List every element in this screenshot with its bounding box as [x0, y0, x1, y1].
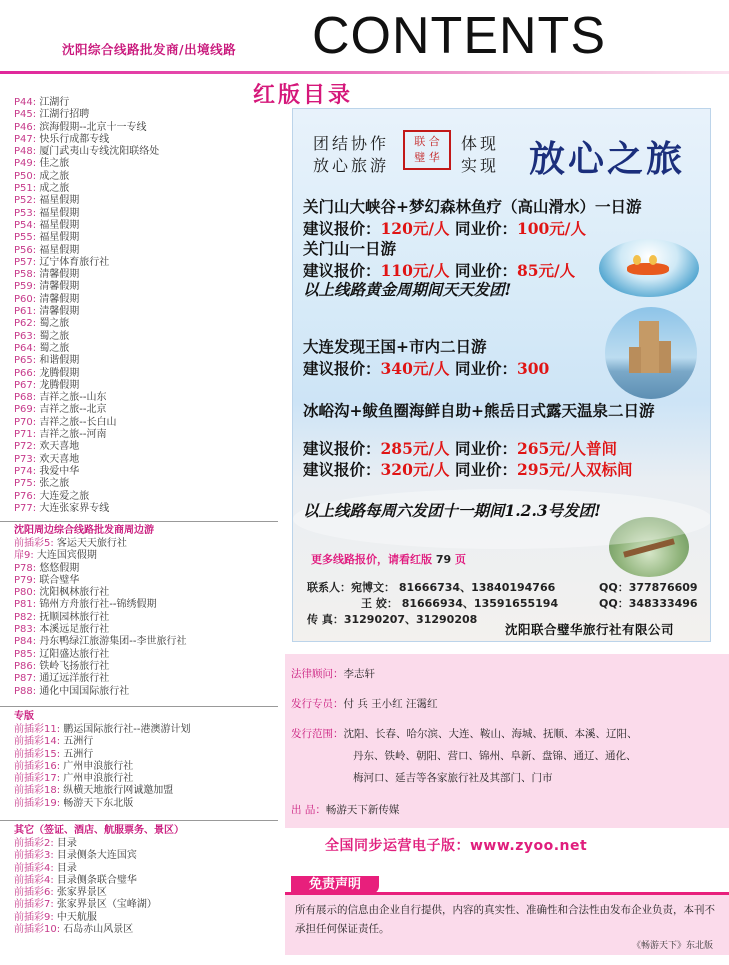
toc-entry — [14, 538, 284, 550]
toc-name: 和谐假期 — [39, 355, 80, 367]
toc-page: P57: — [14, 256, 37, 268]
price-label: 建议报价： — [303, 261, 381, 280]
publisher-value: 畅游天下新传媒 — [325, 804, 400, 816]
toc-entry — [14, 575, 284, 587]
toc-name: 辽宁体育旅行社 — [39, 256, 110, 268]
price-label: 同业价： — [449, 219, 517, 238]
contact-row — [307, 579, 555, 595]
toc-name: 五洲行 — [63, 748, 94, 760]
toc-name: 福星假期 — [39, 244, 80, 256]
toc-entry — [14, 158, 284, 170]
toc-page: P80: — [14, 587, 37, 599]
magazine-name: 《畅游天下》东北版 — [631, 941, 713, 951]
price-line — [303, 217, 586, 239]
toc-name: 福星假期 — [39, 232, 80, 244]
toc-entry — [14, 899, 284, 911]
toc-periphery-title: 沈阳周边综合线路批发商周边游 — [14, 525, 154, 536]
toc-name: 清馨假期 — [39, 293, 80, 305]
toc-special — [14, 710, 284, 810]
toc-page: P68: — [14, 392, 37, 404]
brand-logo: 放心之旅 — [529, 139, 686, 180]
toc-entry — [14, 785, 284, 797]
toc-entry — [14, 146, 284, 158]
toc-page: 前插彩3: — [14, 850, 54, 862]
toc-page: P62: — [14, 318, 37, 330]
price-value: 100元/人 — [516, 219, 586, 238]
toc-page: 前插彩19: — [14, 797, 61, 809]
toc-entry — [14, 550, 284, 562]
toc-name: 辽阳盛达旅行社 — [39, 648, 110, 660]
toc-entry — [14, 257, 284, 269]
toc-periphery — [14, 524, 284, 698]
toc-name: 福星假期 — [39, 195, 80, 207]
toc-page: P52: — [14, 195, 37, 207]
toc-entry — [14, 269, 284, 281]
toc-entry — [14, 97, 284, 109]
toc-page: P58: — [14, 269, 37, 281]
toc-page: 前插彩5: — [14, 538, 54, 549]
toc-special-list — [14, 724, 284, 810]
section-title: 红版目录 — [253, 83, 354, 108]
range-value: 梅河口、延吉等各家旅行社及其部门、门市 — [353, 772, 553, 784]
seal-text: 璧 华 — [414, 151, 440, 164]
toc-page: P60: — [14, 293, 37, 305]
publisher-label: 出 品： — [291, 804, 326, 816]
toc-name: 成之旅 — [39, 183, 70, 195]
toc-page: P85: — [14, 648, 37, 660]
toc-entry — [14, 331, 284, 343]
toc-entry — [14, 491, 284, 503]
toc-name: 大连爱之旅 — [39, 490, 90, 502]
price-value: 320元/人 — [380, 460, 450, 479]
divider — [0, 521, 278, 522]
toc-name: 清馨假期 — [39, 306, 80, 318]
toc-name: 客运天天旅行社 — [56, 538, 127, 549]
toc-entry — [14, 503, 284, 515]
toc-page: P63: — [14, 330, 37, 342]
toc-page: P88: — [14, 685, 37, 697]
toc-page: 前插彩4: — [14, 874, 54, 886]
toc-name: 佳之旅 — [39, 158, 70, 170]
header-divider — [0, 71, 729, 74]
toc-page: P65: — [14, 355, 37, 367]
toc-other — [14, 824, 284, 936]
toc-name: 张家界景区 — [56, 887, 107, 899]
toc-name: 快乐行成都专线 — [39, 133, 110, 145]
toc-name: 我爱中华 — [39, 465, 80, 477]
toc-name: 大连张家界专线 — [39, 502, 110, 514]
price-label: 建议报价： — [303, 439, 381, 458]
toc-name: 广州申浪旅行社 — [63, 760, 134, 772]
price-line — [303, 357, 549, 379]
toc-page: P76: — [14, 490, 37, 502]
publisher-row — [291, 802, 399, 817]
toc-name: 吉祥之旅--北京 — [39, 404, 107, 416]
toc-entry — [14, 850, 284, 862]
toc-periphery-list — [14, 538, 284, 698]
disclaimer-box — [285, 895, 729, 955]
toc-page: P53: — [14, 207, 37, 219]
divider — [0, 820, 278, 821]
toc-page: 扉9: — [14, 550, 34, 562]
toc-other-list — [14, 838, 284, 936]
toc-entry — [14, 563, 284, 575]
contact-qq: QQ：377876609 — [599, 581, 698, 594]
toc-name: 目录侧条大连国宾 — [56, 850, 137, 862]
toc-page: P66: — [14, 367, 37, 379]
toc-page: P82: — [14, 611, 37, 623]
toc-entry — [14, 109, 284, 121]
toc-page: P56: — [14, 244, 37, 256]
toc-page: P49: — [14, 158, 37, 170]
toc-page: P79: — [14, 574, 37, 586]
toc-name: 蜀之旅 — [39, 342, 70, 354]
more-text: 更多线路报价，请看红版 — [311, 553, 432, 566]
toc-special-title: 专版 — [14, 711, 34, 722]
toc-name: 沈阳枫林旅行社 — [39, 587, 110, 599]
price-label: 同业价： — [449, 261, 517, 280]
toc-entry — [14, 599, 284, 611]
toc-page: 前插彩11: — [14, 724, 61, 735]
toc-name: 纵横天地旅行网诚邀加盟 — [63, 785, 174, 797]
toc-name: 石岛赤山风景区 — [63, 924, 134, 936]
toc-entry — [14, 355, 284, 367]
toc-entry — [14, 749, 284, 761]
toc-entry — [14, 306, 284, 318]
toc-name: 江湖行 — [39, 97, 70, 108]
toc-entry — [14, 466, 284, 478]
range-row — [353, 770, 553, 785]
toc-page: 前插彩17: — [14, 773, 61, 785]
toc-page: 前插彩15: — [14, 748, 61, 760]
toc-page: 前插彩2: — [14, 838, 54, 849]
toc-other-title: 其它（签证、酒店、航服票务、景区） — [14, 825, 184, 836]
toc-entry — [14, 924, 284, 936]
toc-entry — [14, 673, 284, 685]
toc-page: P47: — [14, 133, 37, 145]
toc-entry — [14, 368, 284, 380]
toc-name: 蜀之旅 — [39, 330, 70, 342]
toc-entry — [14, 183, 284, 195]
toc-name: 吉祥之旅--河南 — [39, 429, 107, 441]
slogan-text: 体现 — [461, 134, 500, 153]
toc-name: 滨海假期--北京十一专线 — [39, 121, 147, 133]
staff-label: 发行专员： — [291, 698, 344, 710]
toc-page: P78: — [14, 562, 37, 574]
toc-name: 蜀之旅 — [39, 318, 70, 330]
toc-name: 龙腾假期 — [39, 379, 80, 391]
toc-page: P67: — [14, 379, 37, 391]
toc-name: 广州申浪旅行社 — [63, 773, 134, 785]
toc-page: P61: — [14, 306, 37, 318]
divider — [0, 706, 278, 707]
toc-name: 中天航服 — [56, 911, 97, 923]
toc-page: P77: — [14, 502, 37, 514]
rafting-photo — [599, 239, 699, 297]
price-label: 建议报价： — [303, 359, 381, 378]
toc-name: 通辽远洋旅行社 — [39, 673, 110, 685]
toc-name: 目录 — [56, 838, 77, 849]
toc-entry — [14, 318, 284, 330]
toc-entry — [14, 294, 284, 306]
toc-page: 前插彩4: — [14, 862, 54, 874]
seal-logo — [403, 130, 451, 170]
toc-page: P75: — [14, 478, 37, 490]
toc-page: P44: — [14, 97, 37, 108]
disclaimer-text: 所有展示的信息由企业自行提供，内容的真实性、准确性和合法性由发布企业负责，本刊不承担任何保证责任。 — [295, 904, 715, 935]
toc-page: 前插彩16: — [14, 760, 61, 772]
toc-entry — [14, 134, 284, 146]
price-value: 265元/人普间 — [516, 439, 617, 458]
toc-page: 前插彩18: — [14, 785, 61, 797]
price-label: 同业价： — [449, 460, 517, 479]
price-value: 120元/人 — [380, 219, 450, 238]
toc-page: P54: — [14, 219, 37, 231]
contact-phone: 81666934、13591655194 — [401, 597, 559, 610]
contact-name: 宛博文： — [351, 581, 395, 594]
more-suffix: 页 — [455, 553, 466, 566]
toc-name: 吉祥之旅--山东 — [39, 392, 107, 404]
castle-photo — [605, 307, 697, 399]
toc-page: P55: — [14, 232, 37, 244]
price-label: 建议报价： — [303, 460, 381, 479]
toc-entry — [14, 798, 284, 810]
contact-row — [361, 595, 558, 611]
toc-entry — [14, 392, 284, 404]
toc-name: 畅游天下东北版 — [63, 797, 134, 809]
toc-name: 福星假期 — [39, 219, 80, 231]
toc-name: 锦州方舟旅行社--锦绣假期 — [39, 599, 157, 611]
toc-name: 福星假期 — [39, 207, 80, 219]
toc-entry — [14, 736, 284, 748]
page-title: CONTENTS — [312, 7, 606, 65]
toc-page: P71: — [14, 429, 37, 441]
toc-page: P81: — [14, 599, 37, 611]
toc-page: P84: — [14, 636, 37, 648]
toc-name: 抚顺园林旅行社 — [39, 611, 110, 623]
toc-page: 前插彩6: — [14, 887, 54, 899]
toc-page: P74: — [14, 465, 37, 477]
contact-phone: 81666734、13840194766 — [398, 581, 556, 594]
price-line — [303, 437, 617, 459]
toc-page: P87: — [14, 673, 37, 685]
toc-entry — [14, 624, 284, 636]
toc-main-list — [14, 97, 284, 515]
toc-name: 龙腾假期 — [39, 367, 80, 379]
disclaimer-title: 免责声明 — [291, 876, 379, 894]
legal-row — [291, 666, 375, 681]
toc-page: P59: — [14, 281, 37, 293]
toc-page: P86: — [14, 660, 37, 672]
toc-page: P83: — [14, 624, 37, 636]
toc-name: 清馨假期 — [39, 281, 80, 293]
toc-name: 张之旅 — [39, 478, 70, 490]
price-label: 同业价： — [449, 359, 517, 378]
contact-name: 王 姣： — [361, 597, 398, 610]
slogan-text: 实现 — [461, 156, 500, 175]
toc-entry — [14, 912, 284, 924]
toc-entry — [14, 875, 284, 887]
toc-name: 目录侧条联合璧华 — [56, 874, 137, 886]
toc-name: 厦门武夷山专线沈阳联络处 — [39, 146, 160, 158]
legal-label: 法律顾问： — [291, 668, 344, 680]
toc-entry — [14, 220, 284, 232]
toc-page: 前插彩7: — [14, 899, 54, 911]
toc-page: P64: — [14, 342, 37, 354]
toc-name: 欢天喜地 — [39, 453, 80, 465]
staff-value: 付 兵 王小红 汪霭红 — [343, 698, 438, 710]
price-value: 300 — [516, 359, 550, 378]
toc-entry — [14, 478, 284, 490]
toc-name: 鹏运国际旅行社--港澳游计划 — [63, 724, 191, 735]
company-name: 沈阳联合璧华旅行社有限公司 — [505, 622, 675, 637]
toc-name: 大连国宾假期 — [36, 550, 97, 562]
toc-entry — [14, 838, 284, 850]
toc-entry — [14, 649, 284, 661]
toc-entry — [14, 773, 284, 785]
toc-entry — [14, 245, 284, 257]
toc-page: 前插彩10: — [14, 924, 61, 936]
toc-name: 五洲行 — [63, 736, 94, 748]
price-value: 110元/人 — [380, 261, 450, 280]
toc-page: P72: — [14, 441, 37, 453]
route-title: 关门山大峡谷+梦幻森林鱼疗（高山滑水）一日游 — [303, 197, 642, 216]
route-title: 关门山一日游 — [303, 239, 397, 258]
toc-entry — [14, 636, 284, 648]
toc-page: P51: — [14, 183, 37, 195]
price-value: 85元/人 — [516, 261, 576, 280]
contact-label: 联系人： — [307, 581, 351, 594]
publication-info — [285, 654, 729, 828]
toc-name: 联合璧华 — [39, 574, 80, 586]
toc-entry — [14, 417, 284, 429]
toc-entry — [14, 863, 284, 875]
toc-entry — [14, 686, 284, 698]
range-row — [353, 748, 637, 763]
toc-page: P48: — [14, 146, 37, 158]
toc-name: 悠悠假期 — [39, 562, 80, 574]
toc-name: 欢天喜地 — [39, 441, 80, 453]
toc-name: 清馨假期 — [39, 269, 80, 281]
price-value: 295元/人双标间 — [516, 460, 633, 479]
seal-text: 联 合 — [414, 135, 440, 148]
route-note: 以上线路黄金周期间天天发团! — [303, 280, 512, 299]
table-of-contents — [14, 97, 284, 515]
advertisement — [292, 108, 711, 642]
toc-entry — [14, 587, 284, 599]
toc-page: P69: — [14, 404, 37, 416]
toc-page: P46: — [14, 121, 37, 133]
toc-entry — [14, 612, 284, 624]
toc-name: 目录 — [56, 862, 77, 874]
toc-page: P70: — [14, 416, 37, 428]
toc-name: 江湖行招聘 — [39, 109, 90, 121]
toc-entry — [14, 122, 284, 134]
price-value: 285元/人 — [380, 439, 450, 458]
staff-row — [291, 696, 438, 711]
toc-entry — [14, 195, 284, 207]
toc-entry — [14, 724, 284, 736]
toc-entry — [14, 661, 284, 673]
contact-qq: QQ：348333496 — [599, 597, 698, 610]
range-row — [291, 726, 638, 741]
toc-entry — [14, 404, 284, 416]
toc-entry — [14, 441, 284, 453]
toc-page: 前插彩9: — [14, 911, 54, 923]
toc-page: P73: — [14, 453, 37, 465]
toc-entry — [14, 208, 284, 220]
more-page: 79 — [435, 553, 452, 566]
price-line — [303, 458, 632, 480]
range-label: 发行范围： — [291, 728, 344, 740]
route-title: 冰峪沟+鲅鱼圈海鲜自助+熊岳日式露天温泉二日游 — [303, 401, 655, 420]
route-note: 以上线路每周六发团十一期间1.2.3号发团! — [303, 501, 601, 520]
slogan-text: 团结协作 — [313, 134, 390, 153]
fax-row: 传 真：31290207、31290208 — [307, 613, 478, 626]
toc-entry — [14, 380, 284, 392]
toc-page: P50: — [14, 170, 37, 182]
toc-name: 铁岭飞扬旅行社 — [39, 660, 110, 672]
toc-name: 本溪远足旅行社 — [39, 624, 110, 636]
toc-name: 通化中国国际旅行社 — [39, 685, 130, 697]
toc-entry — [14, 761, 284, 773]
toc-page: 前插彩14: — [14, 736, 61, 748]
price-label: 建议报价： — [303, 219, 381, 238]
toc-entry — [14, 343, 284, 355]
toc-page: P45: — [14, 109, 37, 121]
price-label: 同业价： — [449, 439, 517, 458]
range-value: 丹东、铁岭、朝阳、营口、锦州、阜新、盘锦、通辽、通化、 — [353, 750, 637, 762]
price-value: 340元/人 — [380, 359, 450, 378]
route-title: 大连发现王国+市内二日游 — [303, 337, 487, 356]
slogan-text: 放心旅游 — [313, 156, 390, 175]
toc-entry — [14, 171, 284, 183]
legal-value: 李志轩 — [343, 668, 375, 680]
toc-entry — [14, 454, 284, 466]
toc-entry — [14, 429, 284, 441]
toc-name: 张家界景区（宝峰湖） — [56, 899, 157, 911]
range-value: 沈阳、长春、哈尔滨、大连、鞍山、海城、抚顺、本溪、辽阳、 — [343, 728, 638, 740]
toc-entry — [14, 281, 284, 293]
toc-entry — [14, 887, 284, 899]
toc-name: 丹东鸭绿江旅游集团--李世旅行社 — [39, 636, 187, 648]
website-link[interactable]: 全国同步运营电子版：www.zyoo.net — [325, 838, 588, 854]
more-routes — [311, 551, 466, 567]
toc-name: 成之旅 — [39, 170, 70, 182]
toc-name: 吉祥之旅--长白山 — [39, 416, 117, 428]
toc-entry — [14, 232, 284, 244]
header-subtitle: 沈阳综合线路批发商/出境线路 — [62, 42, 237, 57]
